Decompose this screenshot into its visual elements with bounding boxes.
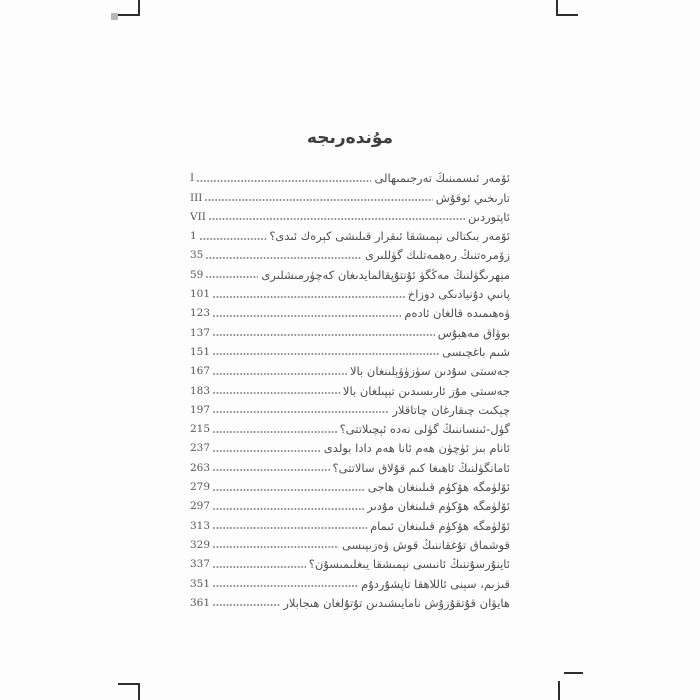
dot-leader (206, 257, 362, 259)
dot-leader (205, 199, 432, 201)
toc-entry-title: ئۆمەر بىكتالى نېمىشقا ئىقرار قىلىشى كېرەك ئىدى؟ (269, 229, 510, 244)
toc-entry-page-number: 101 (190, 288, 211, 301)
toc-entry (190, 592, 510, 611)
toc-entry-title: زۆمرەتنىڭ رەھمەتلىك گۈللىرى (365, 248, 510, 263)
toc-entry (190, 186, 510, 205)
dot-leader (213, 296, 405, 298)
toc-entry-page-number: III (190, 191, 203, 204)
toc-entry (190, 399, 510, 418)
toc-entry (190, 572, 510, 591)
dot-leader (213, 450, 321, 452)
toc-entry-page-number: VII (190, 210, 206, 223)
toc-entry (190, 302, 510, 321)
crop-mark-bottom-right-vertical (558, 681, 560, 700)
dot-leader (213, 411, 389, 413)
toc-entry-page-number: 263 (190, 461, 211, 474)
toc-entry-page-number: 197 (190, 403, 211, 416)
toc-entry-page-number: 59 (190, 268, 204, 281)
toc-entry-page-number: 279 (190, 481, 211, 494)
toc-entry-page-number: 361 (190, 596, 211, 609)
crop-mark-top-left-vertical (138, 0, 140, 16)
toc-entry (190, 418, 510, 437)
toc-entry-page-number: 151 (190, 345, 211, 358)
toc-entry (190, 553, 510, 572)
toc-entry (190, 534, 510, 553)
toc-entry-page-number: 237 (190, 442, 211, 455)
dot-leader (197, 180, 371, 182)
dot-leader (213, 353, 439, 355)
toc-entry-title: جەسىتى مۇز ئارىسىدىن تېپىلغان بالا (342, 383, 510, 398)
toc-entry-page-number: 167 (190, 365, 211, 378)
dot-leader (213, 469, 329, 471)
toc-entry-title: ۋەھىمىدە قالغان ئادەم (404, 306, 510, 321)
toc-entry-page-number: 297 (190, 500, 211, 513)
toc-entry (190, 167, 510, 186)
toc-entry (190, 263, 510, 282)
toc-entry-title: بوۋاق مەھبۇس (437, 325, 510, 340)
toc-entry-title: قوشماق تۇغقاننىڭ قوش ۋەزىپىسى (341, 537, 510, 552)
toc-entry (190, 321, 510, 340)
toc-entry-title: شىم باغچىسى (442, 344, 510, 359)
dot-leader (213, 489, 365, 491)
toc-entry-title: پانىي دۇنيادىكى دوزاخ (407, 287, 510, 302)
toc-entry-page-number: 337 (190, 558, 211, 571)
toc-entry-page-number: 35 (190, 249, 204, 262)
toc-entry-page-number: 215 (190, 423, 211, 436)
crop-mark-bottom-left-vertical (138, 684, 140, 700)
page-title: مۇندەرىجە (306, 128, 394, 148)
toc-entry-title: تارىخىي ئوقۇش (435, 190, 510, 205)
toc-entry-page-number: 1 (190, 230, 197, 243)
dot-leader (206, 276, 258, 278)
toc-entry (190, 206, 510, 225)
toc-entry-title: ھايۋان قۇتقۇزۇش نامايىشىدىن تۇتۇلغان ھىجابلار (283, 595, 510, 610)
toc-entry (190, 244, 510, 263)
dot-leader (213, 431, 337, 433)
toc-entry (190, 514, 510, 533)
crop-mark-bottom-left-horizontal (118, 683, 140, 685)
toc-entry (190, 437, 510, 456)
dot-leader (213, 566, 306, 568)
toc-entry-page-number: 329 (190, 538, 211, 551)
toc-entry (190, 283, 510, 302)
toc-entry-page-number: I (190, 172, 195, 185)
dot-leader (213, 604, 280, 606)
toc-entry-title: ئامانگۈلنىڭ ئاھىغا كىم قۇلاق سالاتتى؟ (332, 460, 510, 475)
toc-entry-title: چېكىت چىقارغان چاتاقلار (392, 402, 510, 417)
toc-entry-title: ئانام بىز ئۈچۈن ھەم ئانا ھەم دادا بولدى (323, 441, 510, 456)
toc-entry (190, 360, 510, 379)
toc-entry-title: ئاپتوردىن (468, 209, 510, 224)
toc-entry (190, 379, 510, 398)
toc-entry-page-number: 183 (190, 384, 211, 397)
toc-entry-title: مېھرىگۈلنىڭ مەڭگۈ ئۇنتۇپقالمايدىغان كەچۈرمىشلىرى (261, 267, 510, 282)
toc-entry (190, 341, 510, 360)
dot-leader (213, 508, 364, 510)
toc-entry-title: جەسىتى سۇدىن سۈزۈۋېلىنغان بالا (349, 364, 510, 379)
dot-leader (213, 527, 367, 529)
toc-entry (190, 225, 510, 244)
toc-list (190, 167, 510, 611)
dot-leader (209, 218, 465, 220)
toc-entry-page-number: 351 (190, 577, 211, 590)
toc-entry (190, 456, 510, 475)
crop-mark-top-left-horizontal (118, 14, 140, 16)
toc-entry-title: ئۆلۈمگە ھۆكۈم قىلىنغان ھاجى (367, 480, 510, 495)
registration-square-top-left (111, 13, 118, 20)
toc-entry (190, 476, 510, 495)
dot-leader (213, 373, 347, 375)
dot-leader (213, 392, 340, 394)
toc-entry-title: گۈل-ئىنساننىڭ گۈلى نەدە ئېچىلاتتى؟ (339, 422, 510, 437)
toc-entry-page-number: 123 (190, 307, 211, 320)
dot-leader (213, 546, 339, 548)
toc-entry (190, 495, 510, 514)
toc-entry-title: ئۆلۈمگە ھۆكۈم قىلىنغان مۇدىر (367, 499, 510, 514)
dot-leader (213, 334, 435, 336)
dot-leader (213, 315, 401, 317)
toc-entry-title: ئۆلۈمگە ھۆكۈم قىلىنغان ئىمام (370, 518, 510, 533)
toc-entry-title: قىزىم، سېنى ئاللاھقا تاپشۇردۇم (361, 576, 510, 591)
toc-entry-page-number: 313 (190, 519, 211, 532)
toc-entry-page-number: 137 (190, 326, 211, 339)
crop-mark-top-right-horizontal (556, 14, 578, 16)
crop-mark-bottom-right-horizontal (564, 672, 583, 674)
dot-leader (200, 238, 267, 240)
toc-entry-title: ئاينۇرسۇننىڭ ئانىسى نېمىشقا يىغلىمىسۇن؟ (308, 557, 510, 572)
toc-entry-title: ئۆمەر ئىسمىنىڭ تەرجىمىھالى (374, 171, 510, 186)
dot-leader (213, 585, 358, 587)
